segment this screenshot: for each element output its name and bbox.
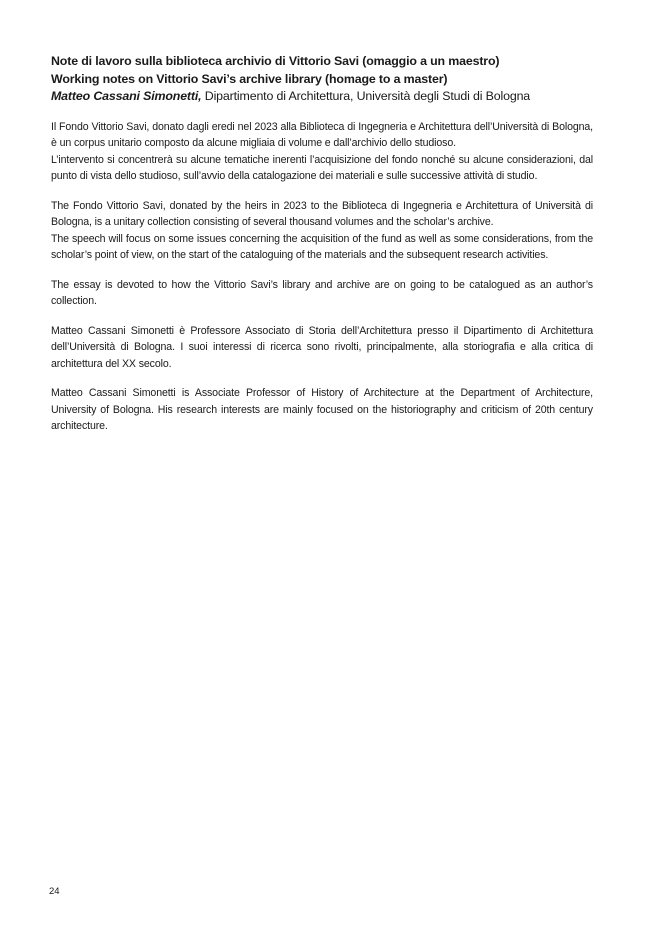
- essay-note-paragraph: The essay is devoted to how the Vittorio Savi’s library and archive are on going to be catalogued as an author’s collection.: [51, 278, 593, 307]
- title-italian: Note di lavoro sulla biblioteca archivio di Vittorio Savi (omaggio a un maestro): [51, 54, 500, 68]
- bio-italian: [51, 323, 593, 373]
- abstract-italian: [51, 119, 593, 185]
- bio-italian-paragraph: Matteo Cassani Simonetti è Professore Associato di Storia dell’Architettura presso il Dipartimento di Architettura dell’Università di Bologna. I suoi interessi di ricerca sono rivolti, principalmente, alla storiografia e alla critica di architettura del XX secolo.: [51, 324, 593, 370]
- abstract-english: [51, 198, 593, 264]
- author-name: Matteo Cassani Simonetti,: [51, 89, 202, 103]
- essay-note: [51, 277, 593, 310]
- page-content: [51, 53, 593, 435]
- article-header: [51, 53, 593, 106]
- author-line: [51, 88, 593, 106]
- abstract-italian-paragraph-2: L’intervento si concentrerà su alcune tematiche inerenti l’acquisizione del fondo nonché su alcune considerazioni, dal punto di vista dello studioso, sull’avvio della catalogazione dei materiali e sulle successive attività di studio.: [51, 153, 593, 182]
- abstract-english-paragraph-2: The speech will focus on some issues concerning the acquisition of the fund as well as some considerations, from the scholar’s point of view, on the start of the cataloguing of the materials and the subsequent research activities.: [51, 232, 593, 261]
- author-affiliation: Dipartimento di Architettura, Università degli Studi di Bologna: [201, 89, 531, 103]
- abstract-italian-paragraph-1: Il Fondo Vittorio Savi, donato dagli eredi nel 2023 alla Biblioteca di Ingegneria e Architettura dell’Università di Bologna, è un corpus unitario composto da alcune migliaia di volume e dall’archivio dello studioso.: [51, 120, 593, 149]
- abstract-english-paragraph-1: The Fondo Vittorio Savi, donated by the heirs in 2023 to the Biblioteca di Ingegneria e Architettura of Università di Bologna, is a unitary collection consisting of several thousand volumes and the scholar’s archive.: [51, 199, 593, 228]
- page-number: 24: [49, 886, 60, 897]
- bio-english: [51, 385, 593, 435]
- bio-english-paragraph: Matteo Cassani Simonetti is Associate Professor of History of Architecture at the Department of Architecture, University of Bologna. His research interests are mainly focused on the historiography and criticism of 20th century architecture.: [51, 387, 593, 432]
- title-english: Working notes on Vittorio Savi’s archive library (homage to a master): [51, 71, 448, 86]
